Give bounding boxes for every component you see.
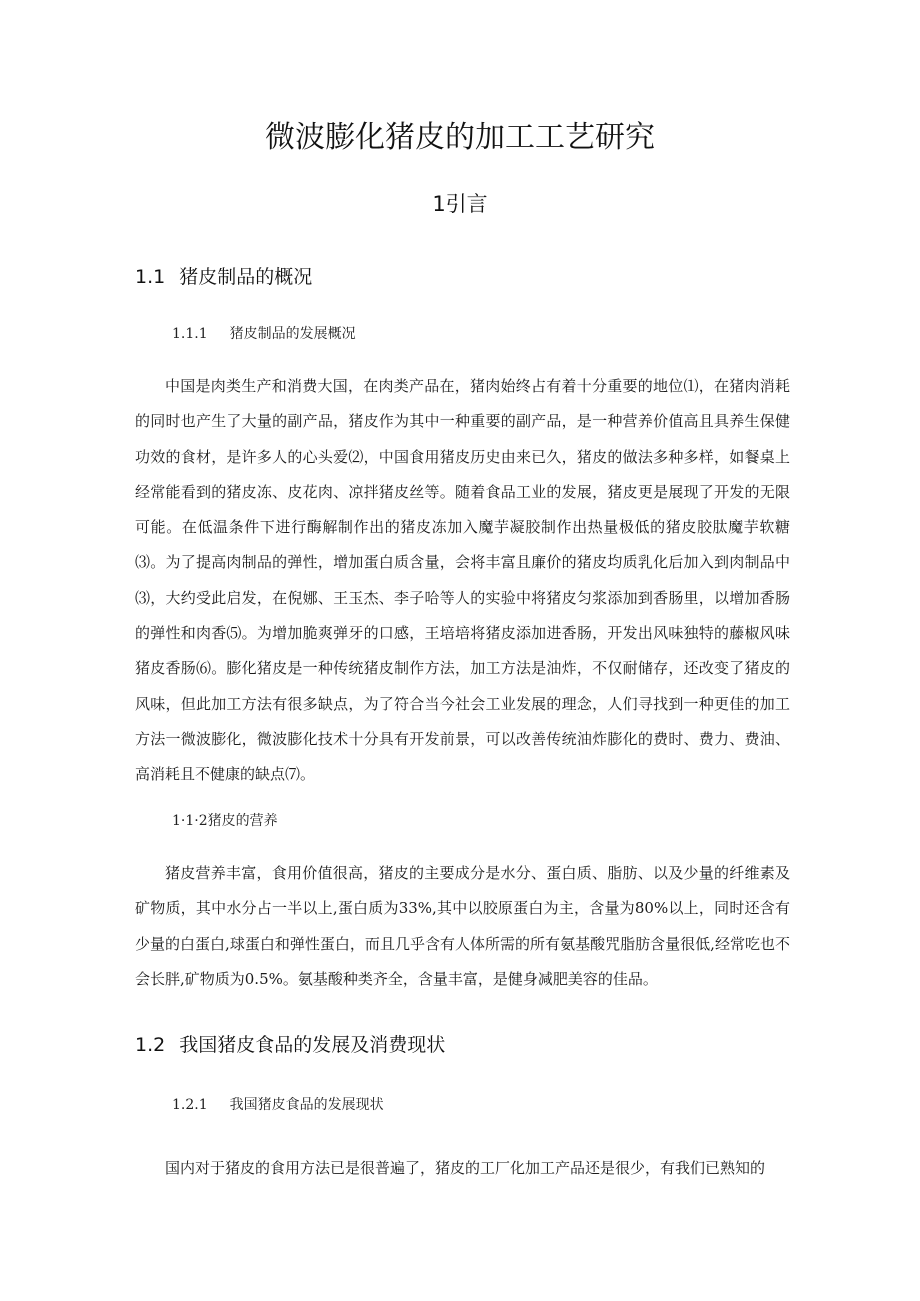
paragraph-development-overview: 中国是肉类生产和消费大国，在肉类产品在，猪肉始终占有着十分重要的地位⑴，在猪肉消耗的同时也产生了大量的副产品，猪皮作为其中一种重要的副产品，是一种营养价值高且具养生保健功效的食材，是许多人的心头爱⑵，中国食用猪皮历史由来已久，猪皮的做法多种多样，如餐桌上经常能看到的猪皮冻、皮花肉、凉拌猪皮丝等。随着食品工业的发展，猪皮更是展现了开发的无限可能。在低温条件下进行酶解制作出的猪皮冻加入魔芋凝胶制作出热量极低的猪皮胶肽魔芋软糖⑶。为了提高肉制品的弹性，增加蛋白质含量，会将丰富且廉价的猪皮均质乳化后加入到肉制品中⑶，大约受此启发，在倪娜、王玉杰、李子哈等人的实验中将猪皮匀浆添加到香肠里，以增加香肠的弹性和肉香⑸。为增加脆爽弹牙的口感，王培培将猪皮添加进香肠，开发出风味独特的藤椒风味猪皮香肠⑹。膨化猪皮是一种传统猪皮制作方法，加工方法是油炸，不仅耐储存，还改变了猪皮的风味，但此加工方法有很多缺点，为了符合当今社会工业发展的理念，人们寻找到一种更佳的加工方法一微波膨化，微波膨化技术十分具有开发前景，可以改善传统油炸膨化的费时、费力、费油、高消耗且不健康的缺点⑺。 [135,377,790,784]
section-title: 我国猪皮食品的发展及消费现状 [179,1034,446,1056]
subsection-title: 猪皮的营养 [207,813,278,829]
subsection-title: 我国猪皮食品的发展现状 [229,1097,384,1113]
document-title: 微波膨化猪皮的加工工艺研究 [265,120,655,155]
section-number: 1.1 [135,266,166,288]
subsection-title: 猪皮制品的发展概况 [229,326,356,342]
subsection-number: 1·1·2 [172,813,208,829]
section-number: 1.2 [135,1034,166,1056]
paragraph-nutrition: 猪皮营养丰富，食用价值很高，猪皮的主要成分是水分、蛋白质、脂肪、以及少量的纤维素及矿物质，其中水分占一半以上,蛋白质为33%,其中以胶原蛋白为主，含量为80%以上，同时还含有少量的白蛋白,球蛋白和弹性蛋白，而且几乎含有人体所需的所有氨基酸咒脂肪含量很低,经常吃也不会长胖,矿物质为0.5%。氨基酸种类齐全，含量丰富，是健身减肥美容的佳品。 [135,864,790,988]
chapter-heading: 1引言 [432,192,488,216]
subsection-heading-1-1-2 [172,810,278,830]
subsection-heading-1-1-1 [172,323,356,343]
subsection-number: 1.2.1 [172,1097,208,1113]
section-heading-1-1 [135,262,312,289]
subsection-heading-1-2-1 [172,1094,384,1114]
section-heading-1-2 [135,1030,445,1057]
paragraph-current-status: 国内对于猪皮的食用方法已是很普遍了，猪皮的工厂化加工产品还是很少，有我们已熟知的 [165,1159,766,1177]
section-title: 猪皮制品的概况 [179,266,313,288]
subsection-number: 1.1.1 [172,326,208,342]
